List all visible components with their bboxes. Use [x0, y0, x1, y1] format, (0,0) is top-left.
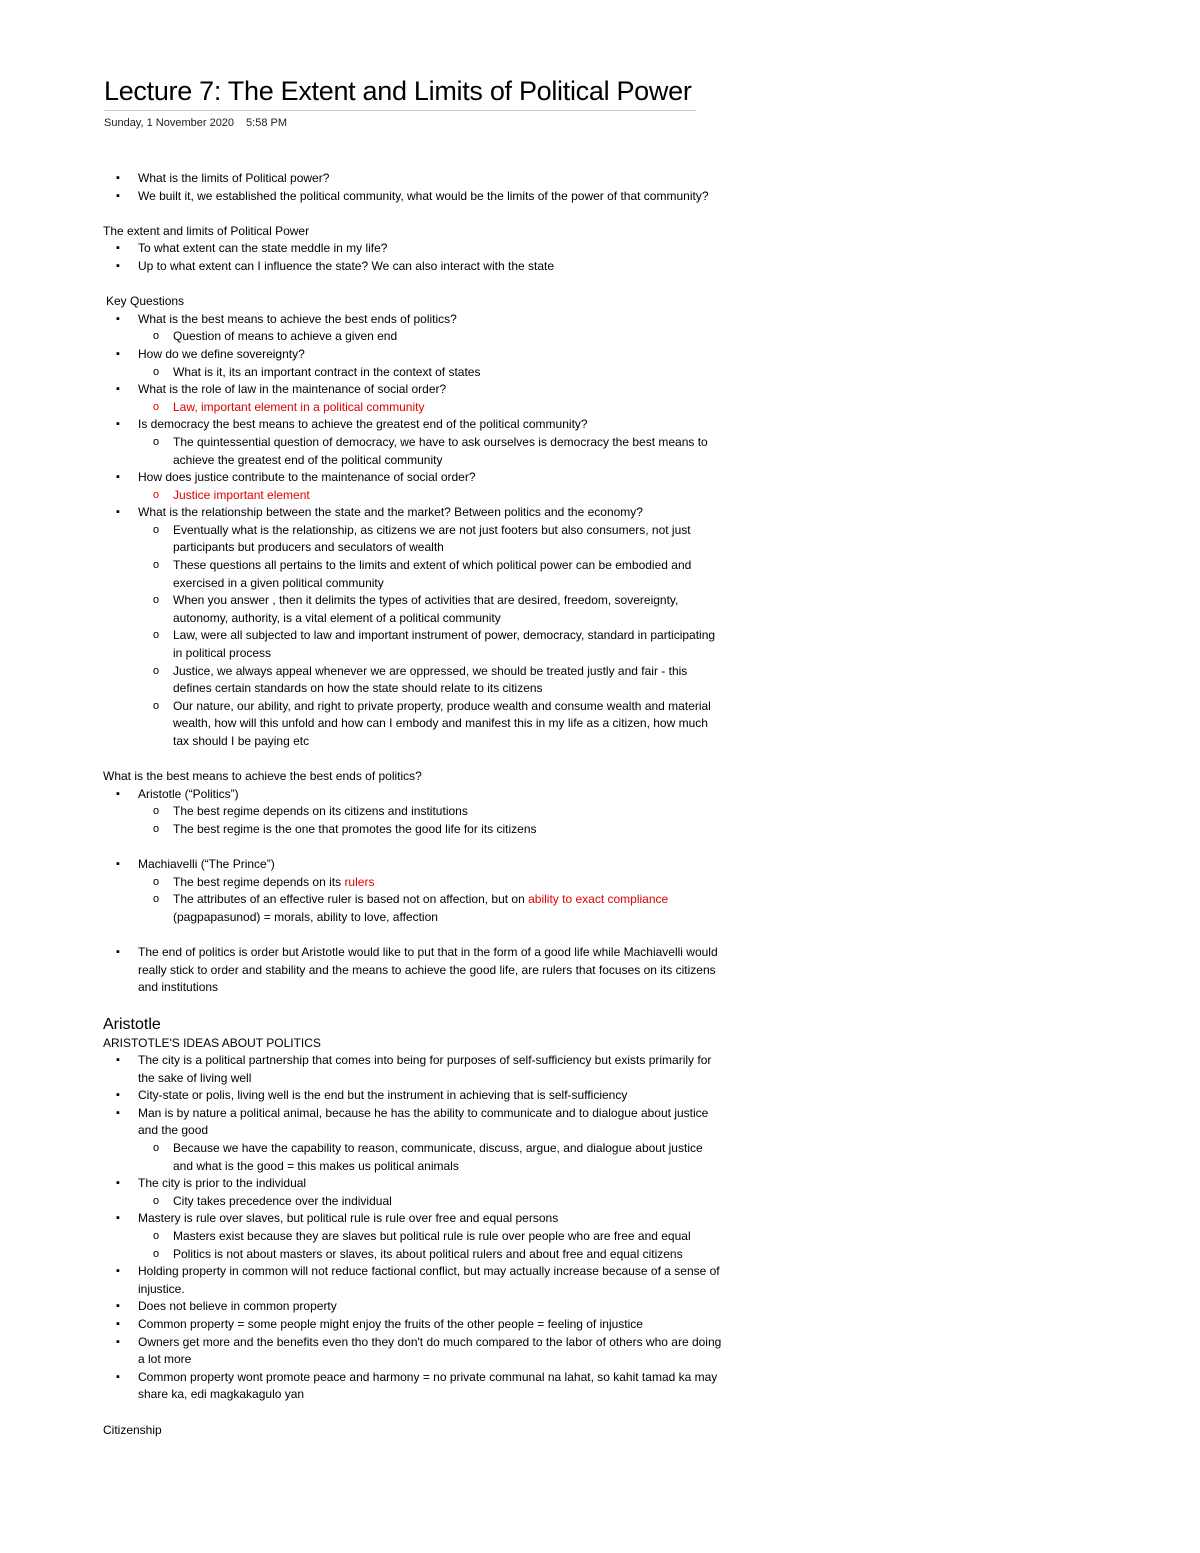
- list-item: ▪ City-state or polis, living well is the end but the instrument in achieving that is self-sufficiency: [103, 1087, 723, 1105]
- section-heading: Citizenship: [103, 1422, 162, 1437]
- list-item: ▪ What is the best means to achieve the best ends of politics? o Question of means to achieve a given end: [103, 311, 723, 346]
- sub-item: o Justice, we always appeal whenever we are oppressed, we should be treated justly and fair - this defines certain standards on how the state should relate to its citizens: [138, 663, 723, 698]
- list-item: ▪ How do we define sovereignty? o What is it, its an important contract in the context of states: [103, 346, 723, 381]
- list-item: ▪ To what extent can the state meddle in my life?: [103, 240, 723, 258]
- list-item: ▪ Holding property in common will not reduce factional conflict, but may actually increase because of a sense of injustice.: [103, 1263, 723, 1298]
- sub-item: o Question of means to achieve a given end: [138, 328, 723, 346]
- machiavelli-list: [103, 856, 723, 926]
- sub-item: o What is it, its an important contract in the context of states: [138, 364, 723, 382]
- section-heading: The extent and limits of Political Power: [103, 223, 310, 238]
- sub-item: o The best regime is the one that promotes the good life for its citizens: [138, 821, 723, 839]
- list-item: ▪ The end of politics is order but Aristotle would like to put that in the form of a good life while Machiavelli would really stick to order and stability and the means to achieve the good life, are rulers that focuses on its citizens and institutions: [103, 944, 723, 997]
- section-heading: What is the best means to achieve the best ends of politics?: [103, 769, 422, 784]
- conclusion-list: [103, 944, 723, 997]
- sub-item: o Politics is not about masters or slaves, its about political rulers and about free and equal citizens: [138, 1246, 723, 1264]
- page-time: 5:58 PM: [246, 117, 288, 129]
- list-item: ▪ What is the role of law in the maintenance of social order? o Law, important element in a political community: [103, 381, 723, 416]
- aristotle-ideas-list: [103, 1052, 723, 1404]
- list-item: ▪ Mastery is rule over slaves, but political rule is rule over free and equal persons o Masters exist because they are slaves but political rule is rule over people who are free and equal o Politics is not about masters or slaves, its about political rulers and about free and equal citizens: [103, 1210, 723, 1263]
- sub-item: o Eventually what is the relationship, as citizens we are not just footers but also consumers, not just participants but producers and seculators of wealth: [138, 522, 723, 557]
- list-item: ▪ Aristotle (“Politics”) o The best regime depends on its citizens and institutions o The best regime is the one that promotes the good life for its citizens: [103, 786, 723, 839]
- sub-item: o These questions all pertains to the limits and extent of which political power can be embodied and exercised in a given political community: [138, 557, 723, 592]
- section-subheading: ARISTOTLE'S IDEAS ABOUT POLITICS: [103, 1035, 321, 1050]
- list-item: ▪ Up to what extent can I influence the state? We can also interact with the state: [103, 258, 723, 276]
- list-item: ▪ The city is a political partnership that comes into being for purposes of self-sufficiency but exists primarily for the sake of living well: [103, 1052, 723, 1087]
- highlight-text: rulers: [344, 874, 375, 889]
- list-item: ▪ Owners get more and the benefits even tho they don't do much compared to the labor of others who are doing a lot more: [103, 1334, 723, 1369]
- sub-item: o Our nature, our ability, and right to private property, produce wealth and consume wealth and material wealth, how will this unfold and how can I embody and manifest this in my life as a citizen, how much tax should I be paying etc: [138, 698, 723, 751]
- sub-item: o The quintessential question of democracy, we have to ask ourselves is democracy the best means to achieve the greatest end of the political community: [138, 434, 723, 469]
- list-item: ▪ Machiavelli (“The Prince”) o The best regime depends on its rulers o The attributes of an effective ruler is based not on affection, but on ability to exact compliance (pagpapasunod) = morals, ability to love, affection: [103, 856, 723, 926]
- list-item: ▪ Man is by nature a political animal, because he has the ability to communicate and to dialogue about justice and the good o Because we have the capability to reason, communicate, discuss, argue, and dialogue about justice and what is the good = this makes us political animals: [103, 1105, 723, 1175]
- list-item: ▪ Common property = some people might enjoy the fruits of the other people = feeling of injustice: [103, 1316, 723, 1334]
- sub-item: o City takes precedence over the individual: [138, 1193, 723, 1211]
- list-item: ▪ Does not believe in common property: [103, 1298, 723, 1316]
- aristotle-heading: Aristotle: [103, 1015, 161, 1033]
- sub-item: o The attributes of an effective ruler is based not on affection, but on ability to exact compliance (pagpapasunod) = morals, ability to love, affection: [138, 891, 723, 926]
- list-item: ▪ How does justice contribute to the maintenance of social order? o Justice important element: [103, 469, 723, 504]
- key-questions-list: [103, 311, 723, 751]
- list-item: ▪ The city is prior to the individual o City takes precedence over the individual: [103, 1175, 723, 1210]
- section-heading: Key Questions: [106, 294, 185, 309]
- list-item: ▪ Is democracy the best means to achieve the greatest end of the political community? o The quintessential question of democracy, we have to ask ourselves is democracy the best means to achieve the greatest end of the political community: [103, 416, 723, 469]
- highlight-text: ability to exact compliance: [528, 892, 669, 907]
- sub-item-highlight: o Justice important element: [138, 487, 723, 505]
- list-item: ▪ What is the limits of Political power?: [103, 170, 723, 188]
- list-item: ▪ We built it, we established the political community, what would be the limits of the power of that community?: [103, 188, 723, 206]
- page-title: Lecture 7: The Extent and Limits of Political Power: [104, 74, 696, 111]
- note-body: [103, 170, 723, 1439]
- sub-item: o The best regime depends on its citizens and institutions: [138, 803, 723, 821]
- sub-item: o Masters exist because they are slaves but political rule is rule over people who are free and equal: [138, 1228, 723, 1246]
- page-meta: [104, 117, 299, 129]
- list-item: ▪ Common property wont promote peace and harmony = no private communal na lahat, so kahit tamad ka may share ka, edi magkakagulo yan: [103, 1369, 723, 1404]
- extent-list: [103, 240, 723, 275]
- sub-item: o Law, were all subjected to law and important instrument of power, democracy, standard in participating in political process: [138, 627, 723, 662]
- sub-item: o The best regime depends on its rulers: [138, 874, 723, 892]
- sub-item-highlight: o Law, important element in a political community: [138, 399, 723, 417]
- sub-item: o Because we have the capability to reason, communicate, discuss, argue, and dialogue about justice and what is the good = this makes us political animals: [138, 1140, 723, 1175]
- page-date: Sunday, 1 November 2020: [104, 117, 235, 129]
- list-item: ▪ What is the relationship between the state and the market? Between politics and the economy? o Eventually what is the relationship, as citizens we are not just footers but also consumers, not just participants but producers and seculators of wealth o These questions all pertains to the limits and extent of which political power can be embodied and exercised in a given political community o When you answer , then it delimits the types of activities that are desired, freedom, sovereignty, autonomy, authority, is a vital element of a political community o Law, were all subjected to law and important instrument of power, democracy, standard in participating in political process o Justice, we always appeal whenever we are oppressed, we should be treated justly and fair - this defines certain standards on how the state should relate to its citizens o Our nature, our ability, and right to private property, produce wealth and consume wealth and material wealth, how will this unfold and how can I embody and manifest this in my life as a citizen, how much tax should I be paying etc: [103, 504, 723, 750]
- sub-item: o When you answer , then it delimits the types of activities that are desired, freedom, sovereignty, autonomy, authority, is a vital element of a political community: [138, 592, 723, 627]
- intro-list: [103, 170, 723, 205]
- best-means-list: [103, 786, 723, 839]
